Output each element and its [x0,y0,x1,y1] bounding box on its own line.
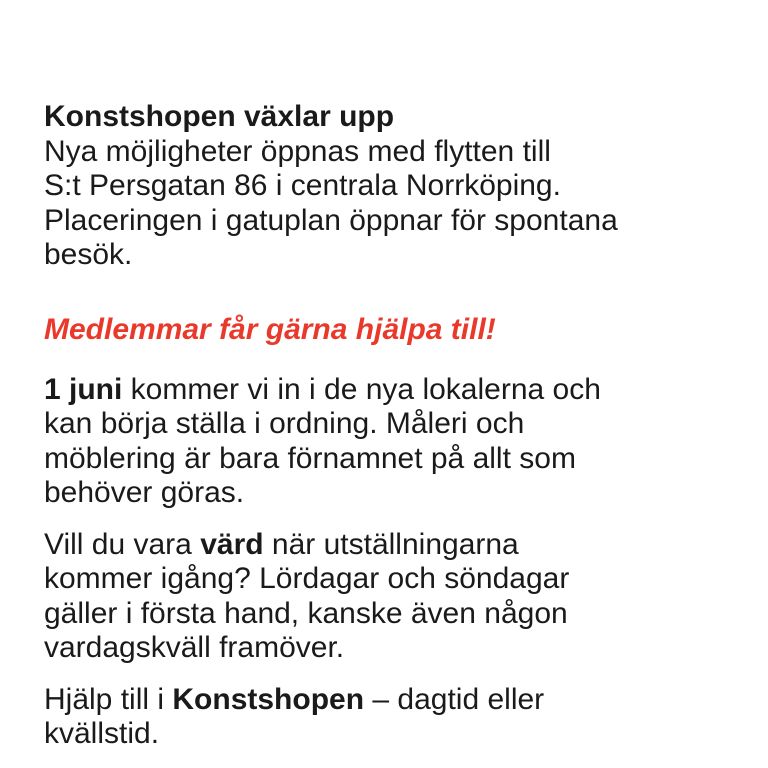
intro-block [44,100,744,273]
host-highlight: värd [200,527,264,561]
date-highlight: 1 juni [44,372,123,406]
paragraph-help [44,683,744,752]
paragraph-help-after: – dagtid eller kvällstid. [44,682,545,750]
callout-heading: Medlemmar får gärna hjälpa till! [44,312,496,346]
paragraph-host-after: när utställningarna kommer igång? Lördagar och söndagar gäller i första hand, kanske även någon vardagskväll framöver. [44,527,570,664]
page-title: Konstshopen växlar upp [44,100,395,133]
paragraph-host [44,528,744,666]
paragraph-move-date [44,373,744,511]
shop-name-highlight: Konstshopen [172,682,365,716]
document-page [44,100,744,752]
paragraph-move-date-text: kommer vi in i de nya lokalerna och kan börja ställa i ordning. Måleri och möblering är bara förnamnet på allt som behöver göras. [44,372,601,509]
paragraph-host-before: Vill du vara [44,527,201,561]
intro-text: Nya möjligheter öppnas med flytten till S:t Persgatan 86 i centrala Norrköping. Placeringen i gatuplan öppnar för spontana besök. [44,134,618,271]
paragraph-help-before: Hjälp till i [44,682,173,716]
